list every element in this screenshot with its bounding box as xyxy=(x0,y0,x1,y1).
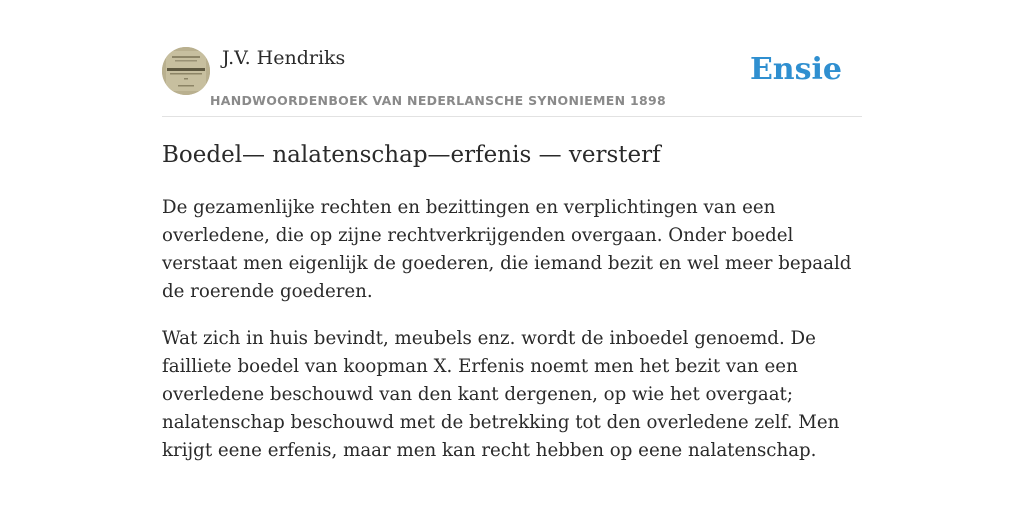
paragraph: Wat zich in huis bevindt, meubels enz. wordt de inboedel genoemd. De failliete boedel van koopman X. Erfenis noemt men het bezit van een overledene beschouwd van den kant dergenen, op wie het overgaat; nalatenschap beschouwd met de betrekking tot den overledene zelf. Men krijgt eene erfenis, maar men kan recht hebben op eene nalatenschap. xyxy=(162,328,840,461)
author-name[interactable]: J.V. Hendriks xyxy=(222,47,346,69)
page-title: Boedel— nalatenschap—erfenis — versterf xyxy=(162,142,661,168)
brand-logo[interactable]: Ensie xyxy=(749,52,842,87)
avatar[interactable] xyxy=(162,47,210,95)
header xyxy=(162,46,862,117)
source-title[interactable]: HANDWOORDENBOEK VAN NEDERLANSCHE SYNONIEMEN 1898 xyxy=(210,93,667,108)
book-cover-icon xyxy=(162,47,210,95)
article-body xyxy=(162,194,867,484)
paragraph: De gezamenlijke rechten en bezittingen en verplichtingen van een overledene, die op zijne rechtverkrijgenden overgaan. Onder boedel verstaat men eigenlijk de goederen, die iemand bezit en wel meer bepaald de roerende goederen. xyxy=(162,197,852,302)
